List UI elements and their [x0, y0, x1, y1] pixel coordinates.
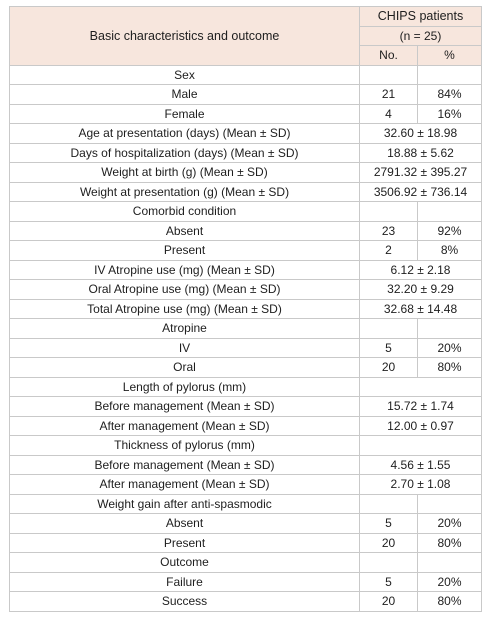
table-row	[10, 358, 482, 378]
table-row	[10, 553, 482, 573]
row-value: 18.88 ± 5.62	[360, 143, 482, 163]
row-count: 5	[360, 338, 418, 358]
table-row	[10, 65, 482, 85]
row-label: Present	[10, 241, 360, 261]
row-label: Before management (Mean ± SD)	[10, 455, 360, 475]
table-row	[10, 572, 482, 592]
characteristics-table	[9, 6, 482, 612]
table-row	[10, 377, 482, 397]
table-row	[10, 299, 482, 319]
row-count: 5	[360, 514, 418, 534]
row-label: Comorbid condition	[10, 202, 360, 222]
row-value: 32.60 ± 18.98	[360, 124, 482, 144]
col-no-header: No.	[360, 46, 418, 66]
row-label: Success	[10, 592, 360, 612]
row-count	[360, 65, 418, 85]
table-row	[10, 416, 482, 436]
row-value: 2791.32 ± 395.27	[360, 163, 482, 183]
row-count	[360, 319, 418, 339]
row-percent: 92%	[418, 221, 482, 241]
row-count	[360, 202, 418, 222]
table-row	[10, 221, 482, 241]
row-count	[360, 494, 418, 514]
table-row	[10, 202, 482, 222]
table-row	[10, 436, 482, 456]
row-percent: 20%	[418, 572, 482, 592]
row-label: Failure	[10, 572, 360, 592]
row-label: Absent	[10, 514, 360, 534]
row-label: Total Atropine use (mg) (Mean ± SD)	[10, 299, 360, 319]
table-row	[10, 163, 482, 183]
table-row	[10, 338, 482, 358]
row-label: Weight at presentation (g) (Mean ± SD)	[10, 182, 360, 202]
sample-size-header: (n = 25)	[360, 26, 482, 46]
row-count: 5	[360, 572, 418, 592]
row-percent: 20%	[418, 514, 482, 534]
row-label: Weight at birth (g) (Mean ± SD)	[10, 163, 360, 183]
row-value: 12.00 ± 0.97	[360, 416, 482, 436]
row-value: 2.70 ± 1.08	[360, 475, 482, 495]
row-count: 23	[360, 221, 418, 241]
row-label: IV Atropine use (mg) (Mean ± SD)	[10, 260, 360, 280]
row-percent: 80%	[418, 358, 482, 378]
table-row	[10, 592, 482, 612]
table-row	[10, 143, 482, 163]
table-row	[10, 494, 482, 514]
row-percent: 8%	[418, 241, 482, 261]
table-row	[10, 475, 482, 495]
row-label: Absent	[10, 221, 360, 241]
row-count: 21	[360, 85, 418, 105]
table-row	[10, 397, 482, 417]
row-percent: 20%	[418, 338, 482, 358]
table-row	[10, 85, 482, 105]
group-header: CHIPS patients	[360, 7, 482, 27]
row-value	[360, 377, 482, 397]
row-percent: 80%	[418, 592, 482, 612]
row-label: Age at presentation (days) (Mean ± SD)	[10, 124, 360, 144]
table-row	[10, 241, 482, 261]
row-label: Sex	[10, 65, 360, 85]
row-label: IV	[10, 338, 360, 358]
table-body	[10, 65, 482, 611]
row-label: Oral Atropine use (mg) (Mean ± SD)	[10, 280, 360, 300]
row-count	[360, 553, 418, 573]
row-percent	[418, 553, 482, 573]
row-label: Atropine	[10, 319, 360, 339]
row-count: 20	[360, 533, 418, 553]
table-row	[10, 104, 482, 124]
row-label: Before management (Mean ± SD)	[10, 397, 360, 417]
row-percent	[418, 319, 482, 339]
row-count: 20	[360, 592, 418, 612]
row-label: After management (Mean ± SD)	[10, 475, 360, 495]
row-percent	[418, 65, 482, 85]
row-percent: 84%	[418, 85, 482, 105]
table-row	[10, 124, 482, 144]
row-count: 2	[360, 241, 418, 261]
row-value	[360, 436, 482, 456]
table-row	[10, 533, 482, 553]
row-value: 32.20 ± 9.29	[360, 280, 482, 300]
table-row	[10, 280, 482, 300]
row-label: Days of hospitalization (days) (Mean ± SD)	[10, 143, 360, 163]
col-pct-header: %	[418, 46, 482, 66]
row-count: 20	[360, 358, 418, 378]
table-row	[10, 182, 482, 202]
table-row	[10, 514, 482, 534]
row-value: 4.56 ± 1.55	[360, 455, 482, 475]
table-row	[10, 319, 482, 339]
row-label: Oral	[10, 358, 360, 378]
row-percent: 16%	[418, 104, 482, 124]
row-label: Present	[10, 533, 360, 553]
row-label: Thickness of pylorus (mm)	[10, 436, 360, 456]
row-value: 15.72 ± 1.74	[360, 397, 482, 417]
row-label: Male	[10, 85, 360, 105]
header-row-group	[10, 7, 482, 27]
row-percent	[418, 494, 482, 514]
table-title-header: Basic characteristics and outcome	[10, 7, 360, 66]
row-label: Female	[10, 104, 360, 124]
row-label: Length of pylorus (mm)	[10, 377, 360, 397]
row-value: 3506.92 ± 736.14	[360, 182, 482, 202]
row-percent: 80%	[418, 533, 482, 553]
table-row	[10, 260, 482, 280]
row-label: Weight gain after anti-spasmodic	[10, 494, 360, 514]
row-label: After management (Mean ± SD)	[10, 416, 360, 436]
row-percent	[418, 202, 482, 222]
row-value: 32.68 ± 14.48	[360, 299, 482, 319]
row-label: Outcome	[10, 553, 360, 573]
row-count: 4	[360, 104, 418, 124]
table-row	[10, 455, 482, 475]
row-value: 6.12 ± 2.18	[360, 260, 482, 280]
